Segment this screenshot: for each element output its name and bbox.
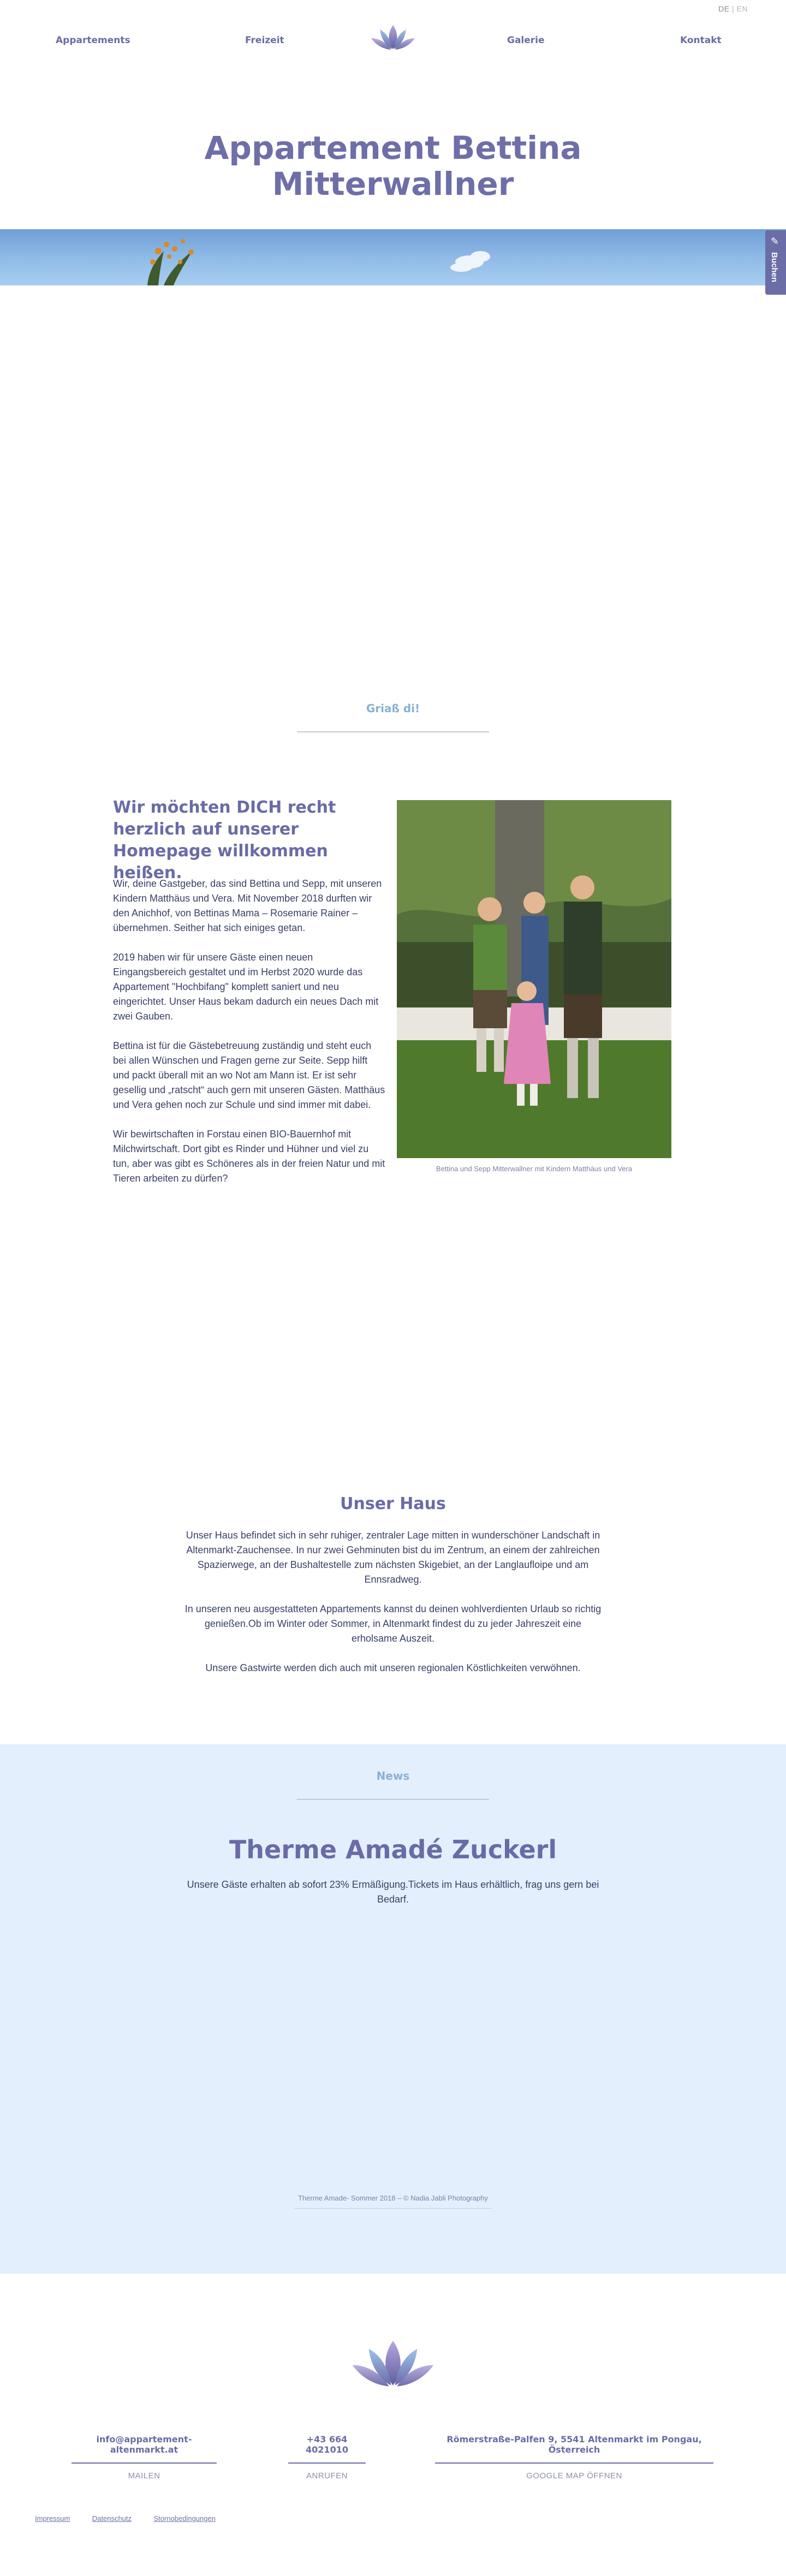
hero-image [0,229,786,285]
contact-email[interactable] [72,2434,217,2480]
contact-address[interactable] [435,2434,713,2480]
welcome-text [113,876,386,1186]
nav-appartements[interactable]: Appartements [56,35,130,46]
welcome-paragraph: Wir, deine Gastgeber, das sind Bettina und Sepp, mit unseren Kindern Matthäus und Vera. Mit November 2018 durften wir den Anichhof, von Bettinas Mama – Rosemarie Rainer – übernehmen. Seither hat sich einiges getan. [113,878,382,933]
mail-button[interactable]: MAILEN [128,2471,160,2480]
contact-email-value: info@appartement-altenmarkt.at [96,2434,192,2455]
page-title [0,130,786,202]
footer-link-stornobedingungen[interactable]: Stornobedingungen [153,2514,216,2523]
contact-email-line [72,2462,217,2464]
welcome-paragraph: Bettina ist für die Gästebetreuung zuständig und steht euch bei allen Wünschen und Fragen gerne zur Seite. Sepp hilft und packt überall mit an wo Not am Mann ist. Er ist sehr gesellig und „ratscht“ auch gern mit unseren Gästen. Matthäus und Vera gehen noch zur Schule und sind immer mit dabei. [113,1040,385,1110]
page-title-line2: Mitterwallner [272,165,514,202]
photo-caption: Bettina und Sepp Mitterwallner mit Kindern Matthäus und Vera [436,1165,633,1173]
call-button[interactable]: ANRUFEN [306,2471,348,2480]
haus-text [183,1528,603,1675]
news-section [0,1744,786,2274]
language-switch [718,4,748,13]
footer-link-datenschutz[interactable]: Datenschutz [92,2514,132,2523]
footer-links [35,2514,216,2524]
page-title-line1: Appartement Bettina [204,129,582,166]
news-caption: Therme Amade- Sommer 2018 – © Nadia Jabli Photography [298,2194,488,2202]
contact-phone-line [288,2462,366,2464]
lang-de[interactable]: DE [718,4,730,13]
booking-tab[interactable] [765,230,786,295]
nav-freizeit[interactable]: Freizeit [245,35,284,46]
family-photo-illustration [397,800,671,1158]
haus-paragraph: In unseren neu ausgestatteten Appartements kannst du deinen wohlverdienten Urlaub so richtig genießen.Ob im Winter oder Sommer, in Altenmarkt findest du zu jeder Jahreszeit eine erholsame Auszeit. [184,1603,602,1644]
news-divider [297,1799,489,1800]
footer-link-impressum[interactable]: Impressum [35,2514,70,2523]
news-text: Unsere Gäste erhalten ab sofort 23% Ermäßigung.Tickets im Haus erhältlich, frag uns gern bei Bedarf. [187,1879,599,1905]
booking-tab-label: Buchen [770,252,779,283]
contact-phone-value: +43 664 4021010 [306,2434,348,2455]
lang-separator: | [732,4,735,13]
nav-galerie[interactable]: Galerie [507,35,545,46]
welcome-paragraph: 2019 haben wir für unsere Gäste einen neuen Eingangsbereich gestaltet und im Herbst 2020 wurde das Appartement "Hochbifang" komplett saniert und neu eingerichtet. Unser Haus bekam dadurch ein neues Dach mit zwei Gauben. [113,952,379,1022]
lotus-logo-icon[interactable] [370,22,416,51]
news-heading: Therme Amadé Zuckerl [229,1835,557,1864]
news-kicker: News [376,1769,410,1782]
pen-icon: ✎ [771,236,779,247]
lang-en[interactable]: EN [736,4,748,13]
google-map-button[interactable]: GOOGLE MAP ÖFFNEN [526,2471,622,2480]
family-photo [397,800,671,1158]
contact-address-value: Römerstraße-Palfen 9, 5541 Altenmarkt im Pongau, Österreich [446,2434,702,2455]
haus-heading: Unser Haus [340,1494,446,1513]
hero-sky-illustration [0,229,786,285]
welcome-heading: Wir möchten DICH recht herzlich auf unserer Homepage willkommen heißen. [113,798,336,882]
contact-phone[interactable] [288,2434,366,2480]
contact-address-line [435,2462,713,2464]
footer-lotus-logo-icon [348,2335,438,2389]
news-caption-divider [295,2208,491,2209]
greeting-divider [297,731,489,732]
haus-paragraph: Unser Haus befindet sich in sehr ruhiger, zentraler Lage mitten in wunderschöner Landschaft in Altenmarkt-Zauchensee. In nur zwei Gehminuten bist du im Zentrum, an einem der zahlreichen Spazierwege, an der Bushaltestelle zum nächsten Skigebiet, an der Langlaufloipe und am Ennsradweg. [186,1530,600,1585]
nav-kontakt[interactable]: Kontakt [680,35,722,46]
haus-paragraph: Unsere Gastwirte werden dich auch mit unseren regionalen Köstlichkeiten verwöhnen. [205,1662,581,1673]
welcome-paragraph: Wir bewirtschaften in Forstau einen BIO-Bauernhof mit Milchwirtschaft. Dort gibt es Rinder und Hühner und viel zu tun, aber was gibt es Schöneres als in der freien Natur und mit Tieren arbeiten zu dürfen? [113,1129,385,1184]
greeting-kicker: Griaß di! [366,702,420,715]
